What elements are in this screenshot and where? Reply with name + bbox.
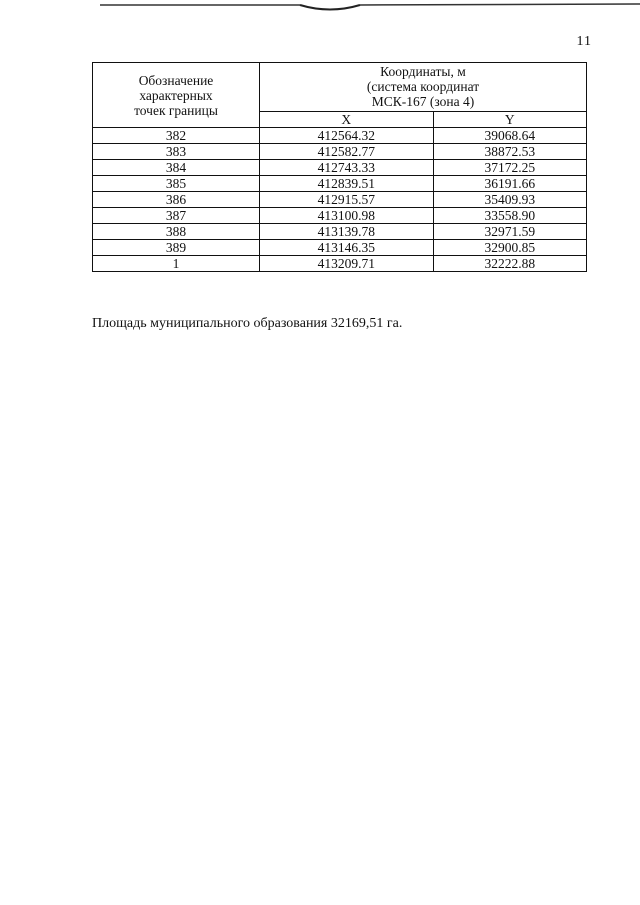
point-cell: 385	[93, 176, 260, 192]
point-cell: 1	[93, 256, 260, 272]
y-cell: 37172.25	[433, 160, 586, 176]
scan-edge-lines	[0, 0, 640, 20]
x-cell: 412915.57	[260, 192, 434, 208]
header-point-line-1: Обозначение	[138, 72, 214, 88]
y-column-header: Y	[433, 111, 586, 127]
table-row	[93, 192, 587, 208]
y-cell: 39068.64	[433, 128, 586, 144]
x-cell: 412839.51	[260, 176, 434, 192]
x-cell: 413139.78	[260, 224, 434, 240]
x-cell: 413100.98	[260, 208, 434, 224]
header-point-line-3: точек границы	[134, 102, 218, 118]
point-cell: 387	[93, 208, 260, 224]
table-row	[93, 128, 587, 144]
x-cell: 413209.71	[260, 256, 434, 272]
point-cell: 384	[93, 160, 260, 176]
table-row	[93, 144, 587, 160]
x-column-header: X	[260, 111, 434, 127]
x-cell: 412582.77	[260, 144, 434, 160]
table-row	[93, 240, 587, 256]
y-cell: 36191.66	[433, 176, 586, 192]
table-row	[93, 160, 587, 176]
x-cell: 413146.35	[260, 240, 434, 256]
point-cell: 389	[93, 240, 260, 256]
coordinates-header	[260, 63, 587, 112]
table-row	[93, 176, 587, 192]
header-point-line-2: характерных	[139, 87, 213, 103]
page-number: 11	[576, 34, 592, 49]
header-coords-line-2: (система координат	[366, 79, 480, 95]
header-coords-line-1: Координаты, м	[380, 64, 466, 80]
x-cell: 412564.32	[260, 128, 434, 144]
municipal-area-text: Площадь муниципального образования 32169,51 га.	[92, 316, 403, 331]
point-cell: 386	[93, 192, 260, 208]
y-cell: 38872.53	[433, 144, 586, 160]
point-designation-header	[93, 63, 260, 128]
table-row	[93, 224, 587, 240]
table-row	[93, 256, 587, 272]
y-cell: 32900.85	[433, 240, 586, 256]
point-cell: 388	[93, 224, 260, 240]
table-row	[93, 208, 587, 224]
header-coords-line-3: МСК-167 (зона 4)	[371, 94, 475, 110]
y-cell: 35409.93	[433, 192, 586, 208]
y-cell: 32222.88	[433, 256, 586, 272]
y-cell: 32971.59	[433, 224, 586, 240]
point-cell: 382	[93, 128, 260, 144]
coordinates-table	[92, 62, 587, 272]
x-cell: 412743.33	[260, 160, 434, 176]
y-cell: 33558.90	[433, 208, 586, 224]
point-cell: 383	[93, 144, 260, 160]
